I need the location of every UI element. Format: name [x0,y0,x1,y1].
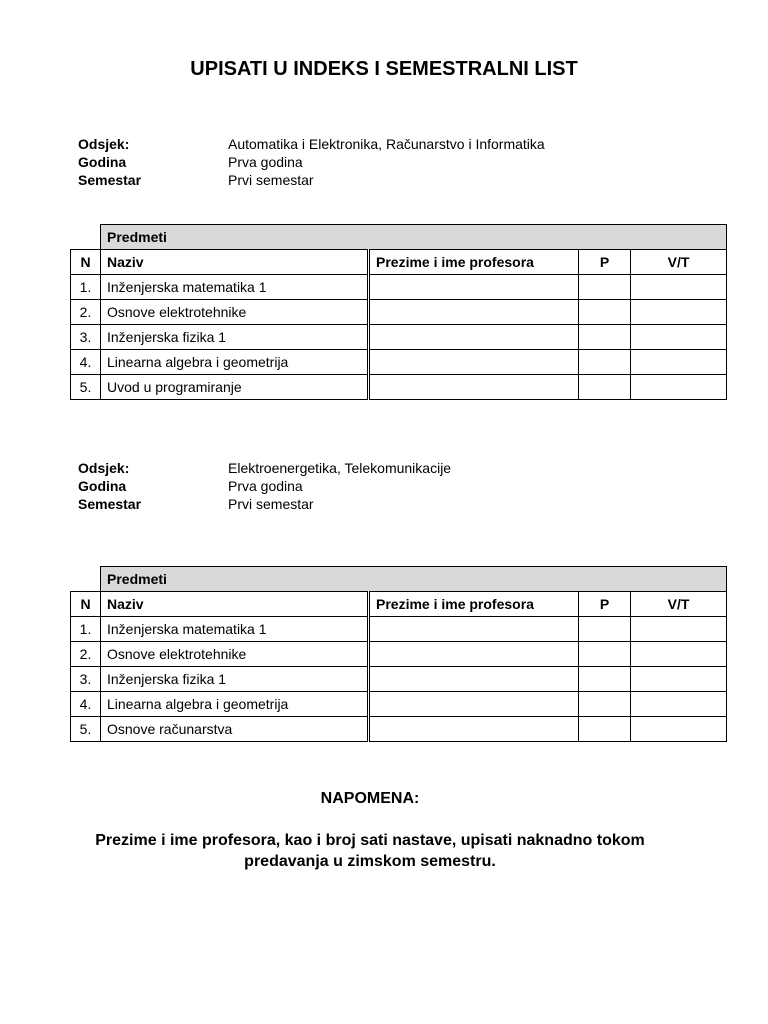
column-header-p: P [579,250,631,275]
column-header-name: Naziv [101,592,369,617]
vt-cell[interactable] [631,300,727,325]
table-row [71,300,727,325]
subject-name: Inženjerska matematika 1 [101,617,369,642]
info-value: Prvi semestar [228,496,314,512]
vt-cell[interactable] [631,617,727,642]
table-row [71,692,727,717]
professor-cell[interactable] [369,667,579,692]
table-column-header-row [71,592,727,617]
column-header-n: N [71,250,101,275]
vt-cell[interactable] [631,375,727,400]
vt-cell[interactable] [631,667,727,692]
row-number: 5. [71,375,101,400]
table-row [71,617,727,642]
table-row [71,350,727,375]
group-header: Predmeti [101,567,727,592]
table-group-header-row [71,567,727,592]
row-number: 3. [71,667,101,692]
column-header-name: Naziv [101,250,369,275]
group-header: Predmeti [101,225,727,250]
table-row [71,375,727,400]
professor-cell[interactable] [369,717,579,742]
info-label: Odsjek: [78,136,130,152]
professor-cell[interactable] [369,350,579,375]
professor-cell[interactable] [369,692,579,717]
subject-name: Osnove elektrotehnike [101,300,369,325]
professor-cell[interactable] [369,375,579,400]
info-value: Prva godina [228,478,303,494]
professor-cell[interactable] [369,300,579,325]
section-1-info [78,135,545,189]
column-header-vt: V/T [631,250,727,275]
p-cell[interactable] [579,642,631,667]
row-number: 2. [71,300,101,325]
subject-name: Inženjerska fizika 1 [101,667,369,692]
row-number: 5. [71,717,101,742]
professor-cell[interactable] [369,325,579,350]
info-row-semester [78,171,545,189]
professor-cell[interactable] [369,275,579,300]
note-text [40,830,700,872]
info-row-department [78,459,451,477]
table-row [71,717,727,742]
vt-cell[interactable] [631,692,727,717]
page-title: UPISATI U INDEKS I SEMESTRALNI LIST [190,58,578,80]
p-cell[interactable] [579,275,631,300]
row-number: 1. [71,275,101,300]
professor-cell[interactable] [369,642,579,667]
subject-name: Inženjerska matematika 1 [101,275,369,300]
p-cell[interactable] [579,325,631,350]
info-label: Odsjek: [78,460,130,476]
subject-name: Uvod u programiranje [101,375,369,400]
info-value: Elektroenergetika, Telekomunikacije [228,460,452,476]
p-cell[interactable] [579,692,631,717]
p-cell[interactable] [579,717,631,742]
info-row-semester [78,495,451,513]
vt-cell[interactable] [631,275,727,300]
p-cell[interactable] [579,375,631,400]
note-line-1: Prezime i ime profesora, kao i broj sati nastave, upisati naknadno tokom [95,832,645,849]
row-number: 1. [71,617,101,642]
info-value: Prva godina [228,154,303,170]
p-cell[interactable] [579,350,631,375]
subject-name: Inženjerska fizika 1 [101,325,369,350]
column-header-professor: Prezime i ime profesora [369,592,579,617]
p-cell[interactable] [579,617,631,642]
subjects-table-1 [70,224,727,400]
column-header-vt: V/T [631,592,727,617]
info-label: Godina [78,478,127,494]
info-row-year [78,477,451,495]
subjects-table-2 [70,566,727,742]
column-header-n: N [71,592,101,617]
info-label: Semestar [78,496,142,512]
info-label: Semestar [78,172,142,188]
row-number: 3. [71,325,101,350]
column-header-professor: Prezime i ime profesora [369,250,579,275]
row-number: 2. [71,642,101,667]
vt-cell[interactable] [631,642,727,667]
table-row [71,642,727,667]
info-row-year [78,153,545,171]
info-value: Prvi semestar [228,172,314,188]
vt-cell[interactable] [631,717,727,742]
row-number: 4. [71,692,101,717]
p-cell[interactable] [579,667,631,692]
section-2-info [78,459,451,513]
subject-name: Linearna algebra i geometrija [101,692,369,717]
note-line-2: predavanja u zimskom semestru. [244,853,496,870]
table-group-header-row [71,225,727,250]
table-row [71,667,727,692]
info-value: Automatika i Elektronika, Računarstvo i Informatika [228,136,545,152]
column-header-p: P [579,592,631,617]
table-row [71,325,727,350]
vt-cell[interactable] [631,325,727,350]
table-column-header-row [71,250,727,275]
info-label: Godina [78,154,127,170]
info-row-department [78,135,545,153]
professor-cell[interactable] [369,617,579,642]
subject-name: Osnove elektrotehnike [101,642,369,667]
subject-name: Linearna algebra i geometrija [101,350,369,375]
p-cell[interactable] [579,300,631,325]
row-number: 4. [71,350,101,375]
vt-cell[interactable] [631,350,727,375]
note-title: NAPOMENA: [320,790,420,807]
table-row [71,275,727,300]
subject-name: Osnove računarstva [101,717,369,742]
